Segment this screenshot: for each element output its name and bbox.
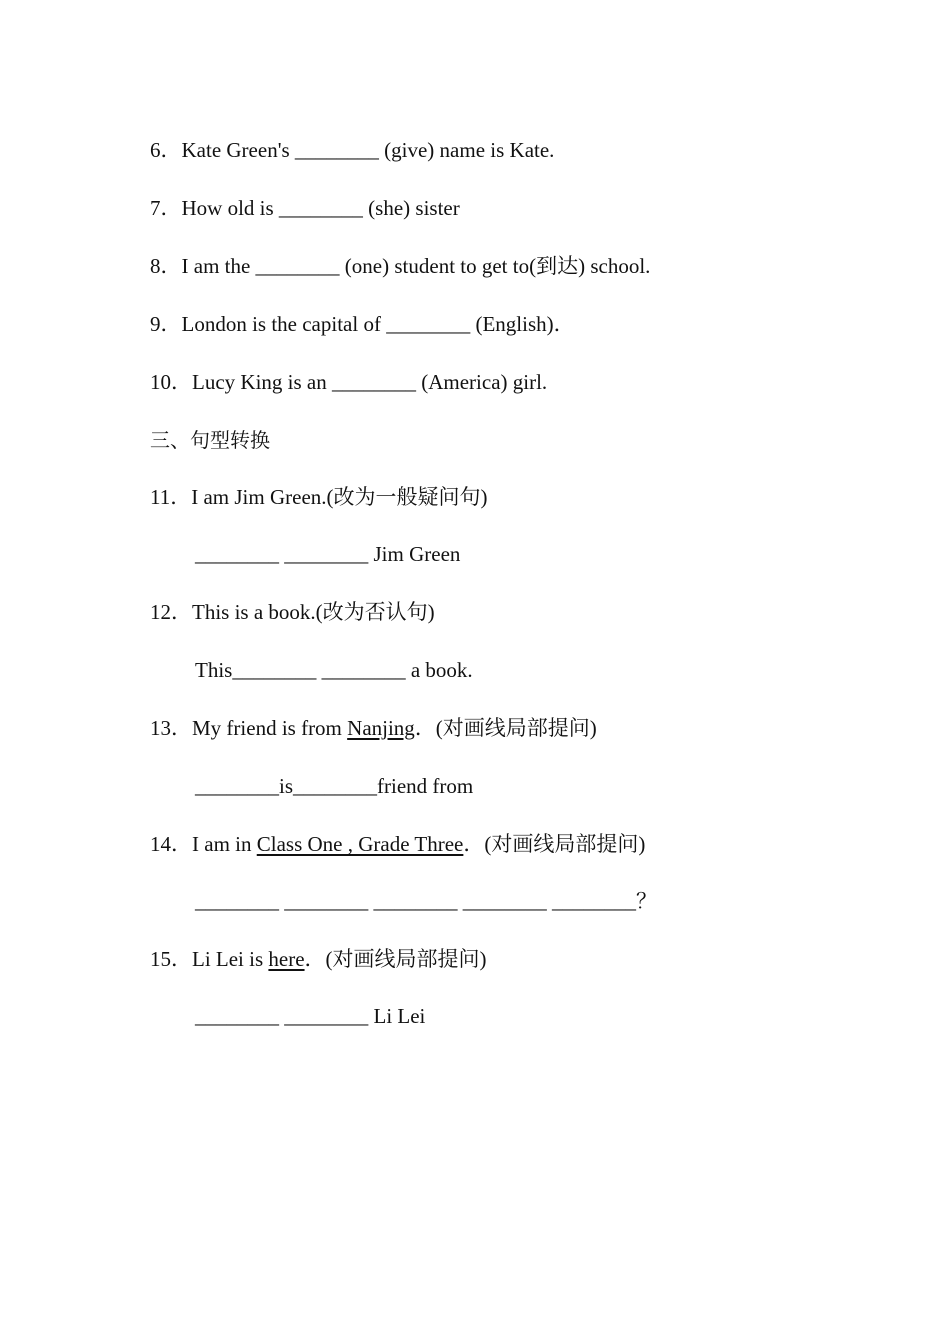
answer-line-11: ________ ________ Jim Green: [195, 542, 461, 566]
section-title: 三、句型转换: [150, 428, 270, 452]
question-15: [150, 945, 487, 973]
question-13-prefix: 13．My friend is from: [150, 716, 348, 740]
question-10: 10．Lucy King is an ________ (America) girl.: [150, 370, 548, 394]
question-15-suffix: ．(对画线局部提问): [304, 947, 487, 971]
question-7: 7．How old is ________ (she) sister: [150, 196, 460, 220]
question-13: [150, 714, 597, 742]
question-12: 12．This is a book.(改为否认句): [150, 600, 435, 624]
question-14-underlined: Class One , Grade Three: [256, 832, 464, 856]
answer-line-14: ________ ________ ________ ________ ________？: [195, 889, 657, 913]
question-6: 6．Kate Green's ________ (give) name is Kate.: [150, 138, 555, 162]
question-15-prefix: 15．Li Lei is: [150, 947, 269, 971]
question-13-underlined: Nanjing: [347, 716, 415, 740]
answer-line-15: ________ ________ Li Lei: [195, 1004, 426, 1028]
question-13-suffix: ．(对画线局部提问): [414, 716, 597, 740]
question-14-prefix: 14．I am in: [150, 832, 257, 856]
question-14-suffix: ．(对画线局部提问): [463, 832, 646, 856]
question-8: 8．I am the ________ (one) student to get to(到达) school.: [150, 254, 651, 278]
question-15-underlined: here: [268, 947, 305, 971]
question-11: 11．I am Jim Green.(改为一般疑问句): [150, 485, 488, 509]
question-9: 9．London is the capital of ________ (English)．: [150, 312, 575, 336]
answer-line-13: ________is________friend from: [195, 774, 474, 798]
answer-line-12: This________ ________ a book.: [195, 658, 473, 682]
question-14: [150, 830, 645, 858]
